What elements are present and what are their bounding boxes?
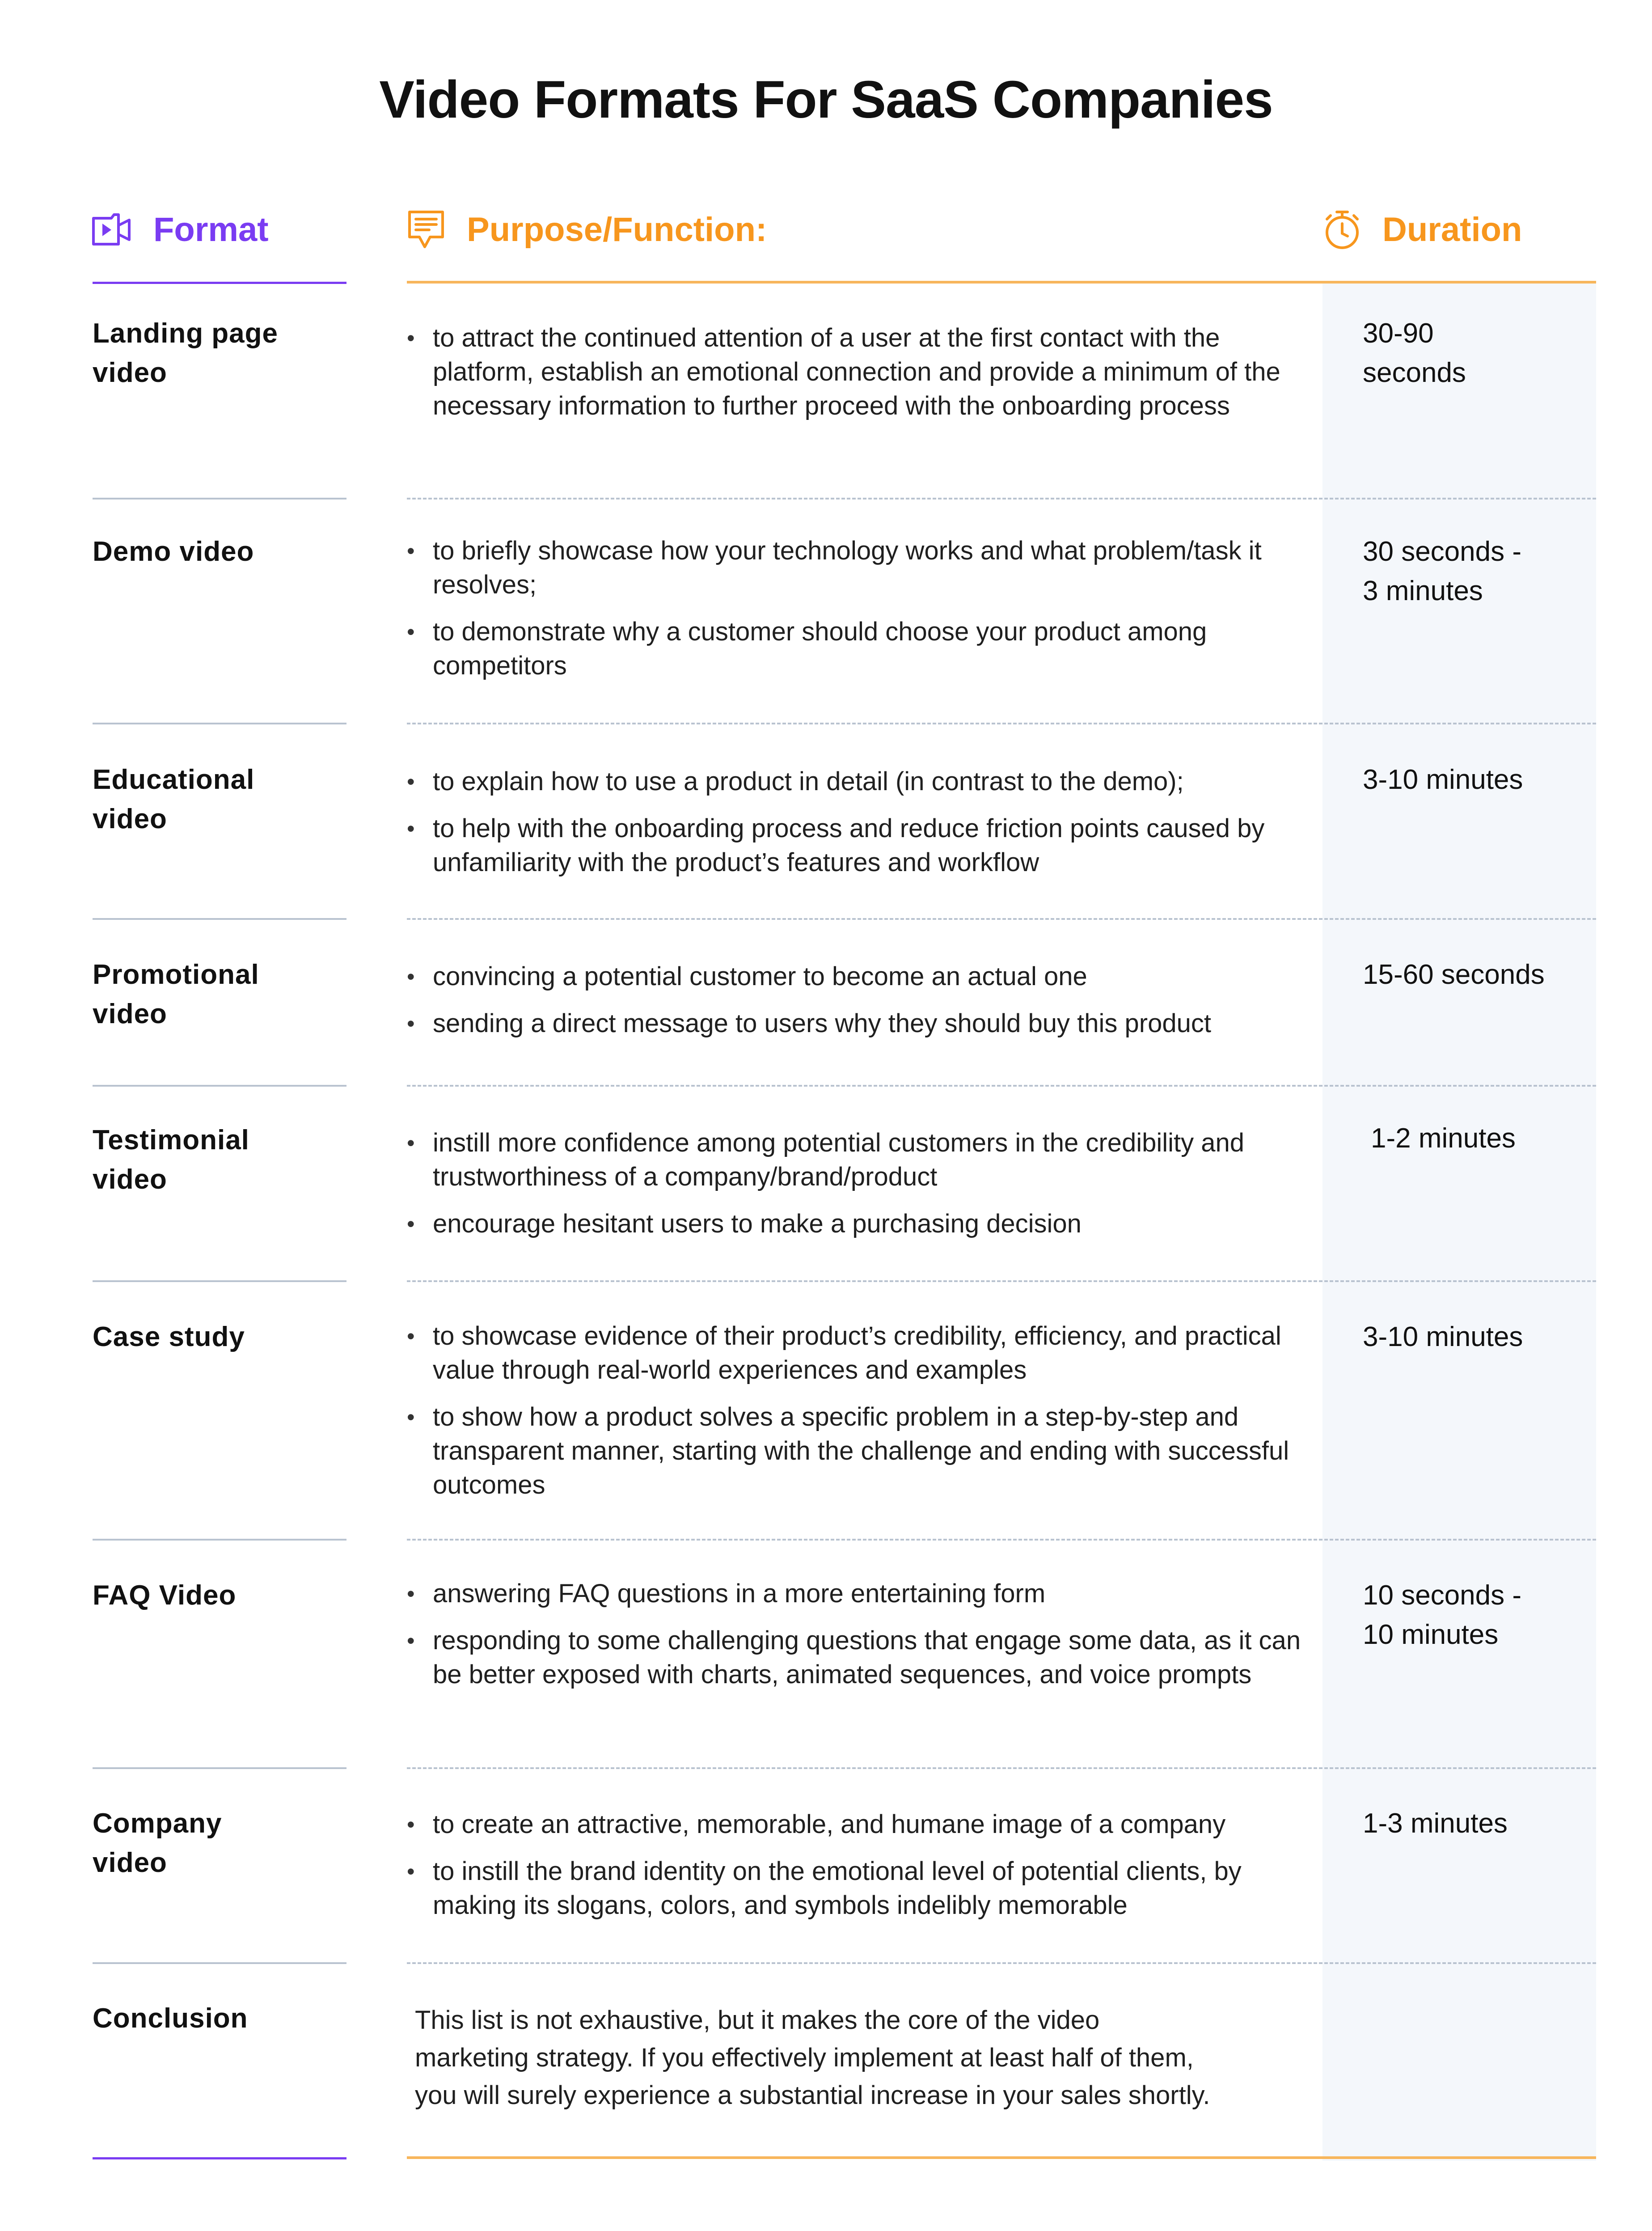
row-divider: [407, 1539, 1596, 1541]
purpose-item: • answering FAQ questions in a more entertaining form: [407, 1577, 1306, 1611]
row-divider: [93, 498, 346, 500]
duration-value: 15-60 seconds: [1363, 959, 1545, 990]
purpose-item: • instill more confidence among potential customers in the credibility and trustworthiness of a company/brand/product: [407, 1126, 1306, 1194]
duration-value: 10 seconds - 10 minutes: [1363, 1580, 1521, 1650]
duration-header-label: Duration: [1382, 210, 1522, 249]
format-name: Promotional video: [93, 959, 259, 1029]
purpose-header-label: Purpose/Function:: [467, 210, 767, 249]
duration-column-header: [1323, 205, 1522, 254]
purpose-header-divider: [407, 281, 1596, 284]
purpose-list: [407, 1577, 1306, 1705]
duration-value: 1-3 minutes: [1363, 1808, 1508, 1839]
purpose-item: • to briefly showcase how your technology works and what problem/task it resolves;: [407, 534, 1306, 602]
conclusion-label: Conclusion: [93, 2003, 248, 2034]
row-divider: [93, 1085, 346, 1087]
duration-value: 30 seconds - 3 minutes: [1363, 536, 1521, 606]
purpose-item: • to instill the brand identity on the emotional level of potential clients, by making its slogans, colors, and symbols indelibly memorable: [407, 1854, 1306, 1922]
purpose-list: [407, 1126, 1306, 1254]
row-divider: [93, 1280, 346, 1282]
format-name: FAQ Video: [93, 1580, 237, 1611]
purpose-item: • to create an attractive, memorable, and humane image of a company: [407, 1808, 1306, 1842]
row-divider: [407, 498, 1596, 500]
row-divider: [407, 1962, 1596, 1964]
format-name: Landing page video: [93, 318, 278, 388]
format-name: Demo video: [93, 536, 254, 567]
purpose-list: [407, 534, 1306, 696]
row-divider: [93, 1962, 346, 1964]
format-header-label: Format: [153, 210, 269, 249]
purpose-item: • to show how a product solves a specific problem in a step-by-step and transparent manner, starting with the challenge and ending with successful outcomes: [407, 1400, 1306, 1502]
page-title: Video Formats For SaaS Companies: [379, 70, 1273, 129]
row-divider: [93, 723, 346, 724]
purpose-list: [407, 1319, 1306, 1515]
duration-value: 3-10 minutes: [1363, 764, 1523, 795]
format-column-header: [91, 205, 269, 254]
purpose-item: • to demonstrate why a customer should choose your product among competitors: [407, 615, 1306, 683]
duration-value: 1-2 minutes: [1371, 1123, 1516, 1154]
row-divider: [407, 1767, 1596, 1769]
row-divider: [407, 1280, 1596, 1282]
purpose-item: • to explain how to use a product in detail (in contrast to the demo);: [407, 765, 1306, 799]
purpose-item: • to attract the continued attention of a user at the first contact with the platform, establish an emotional connection and provide a minimum of the necessary information to further proceed with the onboarding process: [407, 321, 1306, 423]
purpose-list: [407, 321, 1306, 436]
format-header-divider: [93, 282, 346, 284]
row-divider: [407, 918, 1596, 920]
video-camera-icon: [91, 212, 132, 247]
format-name: Company video: [93, 1808, 222, 1878]
comment-lines-icon: [407, 209, 445, 250]
format-footer-divider: [93, 2157, 346, 2159]
row-divider: [407, 723, 1596, 724]
purpose-item: • encourage hesitant users to make a purchasing decision: [407, 1207, 1306, 1241]
stopwatch-icon: [1323, 208, 1361, 250]
purpose-item: • responding to some challenging questions that engage some data, as it can be better exposed with charts, animated sequences, and voice prompts: [407, 1624, 1306, 1692]
row-divider: [93, 918, 346, 920]
purpose-list: [407, 765, 1306, 893]
purpose-column-header: [407, 205, 767, 254]
purpose-item: • convincing a potential customer to become an actual one: [407, 960, 1306, 994]
purpose-list: [407, 960, 1306, 1054]
purpose-item: • to help with the onboarding process and reduce friction points caused by unfamiliarity with the product’s features and workflow: [407, 812, 1306, 880]
purpose-item: • to showcase evidence of their product’s credibility, efficiency, and practical value through real-world experiences and examples: [407, 1319, 1306, 1387]
duration-value: 3-10 minutes: [1363, 1321, 1523, 1352]
format-name: Educational video: [93, 764, 255, 834]
conclusion-text: This list is not exhaustive, but it makes the core of the video marketing strategy. If you effectively implement at least half of them, you will surely experience a substantial increase in your sales shortly.: [415, 2006, 1210, 2110]
row-divider: [93, 1767, 346, 1769]
format-name: Testimonial video: [93, 1125, 249, 1195]
purpose-footer-divider: [407, 2156, 1596, 2159]
duration-value: 30-90 seconds: [1363, 318, 1466, 388]
row-divider: [407, 1085, 1596, 1087]
row-divider: [93, 1539, 346, 1541]
purpose-list: [407, 1808, 1306, 1935]
purpose-item: • sending a direct message to users why they should buy this product: [407, 1007, 1306, 1041]
format-name: Case study: [93, 1321, 245, 1352]
